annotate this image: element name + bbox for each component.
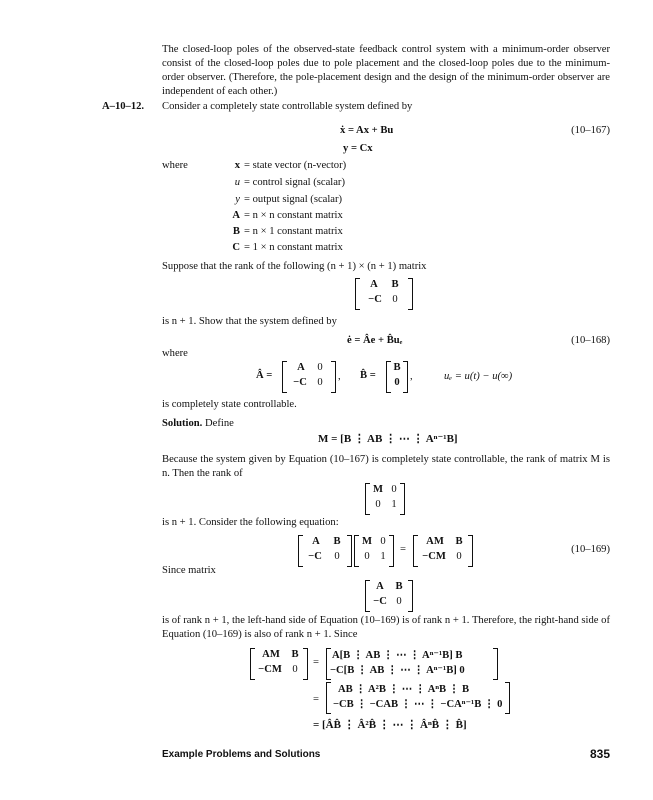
solution-heading: Solution. Define xyxy=(162,418,234,429)
show-text: is n + 1. Show that the system defined by xyxy=(162,316,337,327)
page-number: 835 xyxy=(589,747,610,761)
ahat-matrix: A 0 −C 0 xyxy=(282,361,336,393)
comma: , xyxy=(338,371,341,382)
equation-number-167: (10–167) xyxy=(571,125,610,136)
definition-row: x = state vector (n-vector) xyxy=(234,160,347,171)
definition-row: u = control signal (scalar) xyxy=(234,177,345,188)
ue-definition: uₑ = u(t) − u(∞) xyxy=(444,371,513,382)
intro-paragraph: The closed-loop poles of the observed-state feedback control system with a minimum-order observer consist of the closed-loop poles due to pole placement and the closed-loop poles due to the minimum-order observer. (Therefore, the pole-placement design and the design of the minimum-order observer are independent of each other.) xyxy=(162,44,610,97)
M-definition: M = [B ⋮ AB ⋮ ⋯ ⋮ Aⁿ⁻¹B] xyxy=(318,433,458,445)
equation-number-169: (10–169) xyxy=(571,544,610,555)
matrix-M-0-0-1: M 0 0 1 xyxy=(354,535,394,567)
definition-row: A = n × n constant matrix xyxy=(232,210,343,221)
block-product-matrix: AB ⋮ A²B ⋮ ⋯ ⋮ AⁿB ⋮ B −CB ⋮ −CAB ⋮ ⋯ ⋮ −CAⁿ⁻¹B ⋮ 0 xyxy=(326,682,510,714)
ahat-label: Â = xyxy=(256,370,273,381)
definition-row: B = n × 1 constant matrix xyxy=(232,226,343,237)
controllability-matrix-hat: = [ÂB̂ ⋮ Â²B̂ ⋮ ⋯ ⋮ ÂⁿB̂ ⋮ B̂] xyxy=(313,719,467,731)
suppose-text: Suppose that the rank of the following (n + 1) × (n + 1) matrix xyxy=(162,261,427,272)
footer-section: Example Problems and Solutions xyxy=(162,749,321,760)
expanded-product-matrix: A[B ⋮ AB ⋮ ⋯ ⋮ Aⁿ⁻¹B] B −C[B ⋮ AB ⋮ ⋯ ⋮ Aⁿ⁻¹B] 0 xyxy=(326,648,498,680)
rank-paragraph: is of rank n + 1, the left-hand side of Equation (10–169) is of rank n + 1. Therefore, the right-hand side of Equation (10–169) is also of rank n + 1. Since xyxy=(162,615,610,640)
equals-sign: = xyxy=(313,694,319,705)
conclusion-text: is completely state controllable. xyxy=(162,399,297,410)
matrix-A-B-negC-0: A B −C 0 xyxy=(365,580,413,612)
equation-number-168: (10–168) xyxy=(571,335,610,346)
where-label-2: where xyxy=(162,348,188,359)
matrix-A-B-negC-0: A B −C 0 xyxy=(355,278,413,310)
matrix-M-0-0-1: M 0 0 1 xyxy=(365,483,405,515)
equals-sign: = xyxy=(400,544,406,555)
output-equation: y = Cx xyxy=(343,143,373,154)
definition-row: C = 1 × n constant matrix xyxy=(232,242,343,253)
equals-sign: = xyxy=(313,657,319,668)
consider-text: is n + 1. Consider the following equation: xyxy=(162,517,339,528)
bhat-matrix: B 0 xyxy=(386,361,408,393)
state-equation: ẋ = Ax + Bu xyxy=(340,125,394,136)
matrix-AM-B-negCM-0: AM B −CM 0 xyxy=(250,648,308,680)
because-paragraph: Because the system given by Equation (10–167) is completely state controllable, the rank of matrix M is n. Then the rank of xyxy=(162,454,610,479)
bhat-label: B̂ = xyxy=(360,370,376,381)
where-label: where xyxy=(162,160,188,171)
matrix-AM-B-negCM-0: AM B −CM 0 xyxy=(413,535,473,567)
problem-statement: Consider a completely state controllable system defined by xyxy=(162,101,413,112)
comma: , xyxy=(410,371,413,382)
error-state-equation: ė = Âe + B̂uₑ xyxy=(347,335,403,346)
problem-label: A–10–12. xyxy=(102,101,145,112)
since-matrix-text: Since matrix xyxy=(162,565,216,576)
matrix-A-B-negC-0: A B −C 0 xyxy=(298,535,352,567)
definition-row: y = output signal (scalar) xyxy=(235,194,343,205)
